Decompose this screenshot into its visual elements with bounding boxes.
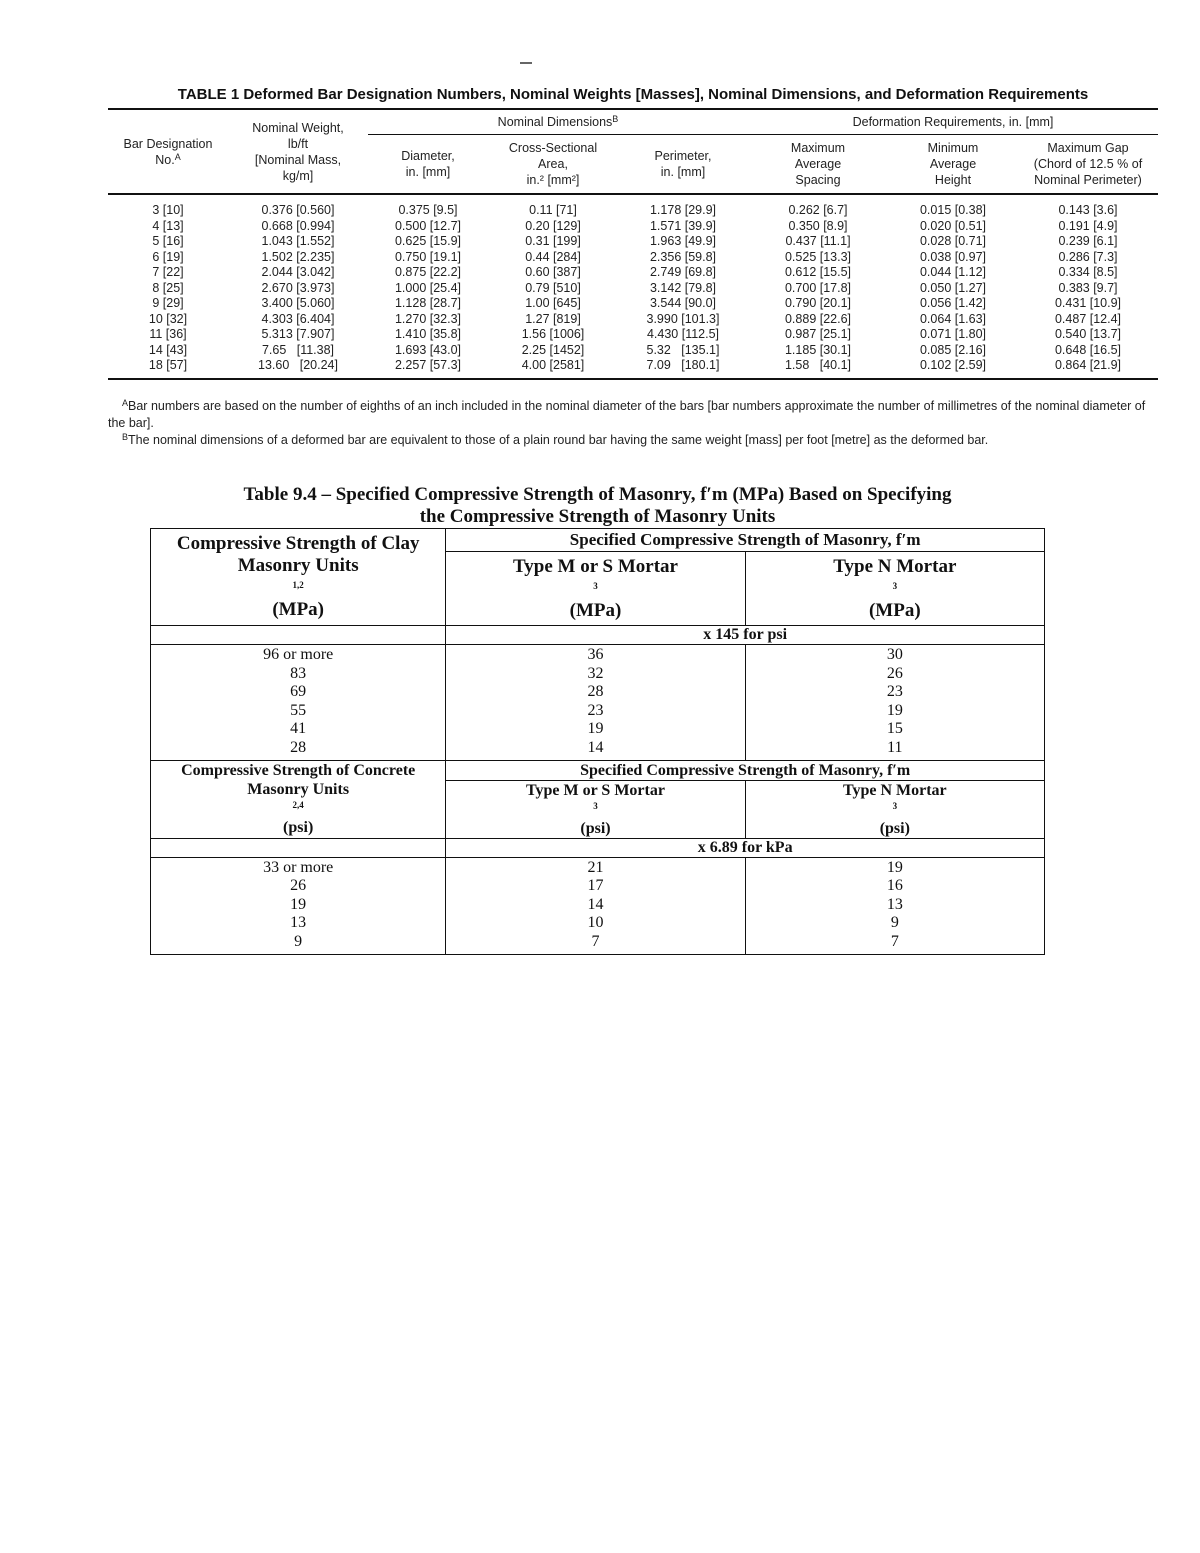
table-row [108, 281, 1158, 297]
table-cell: 0.383 [9.7] [1058, 280, 1118, 295]
header-min-height: Minimum Average Height [888, 135, 1018, 195]
concrete-multiplier-blank [151, 838, 446, 857]
table-cell: 11 [36] [149, 327, 187, 341]
clay-unit-header: Compressive Strength of Clay Masonry Units 1,2 (MPa) [151, 529, 446, 626]
concrete-type-n-header: Type N Mortar 3 (psi) [745, 780, 1044, 838]
table-cell: 1.270 [32.3] [394, 311, 462, 326]
table-cell: 0.143 [3.6] [1058, 203, 1118, 217]
table-cell: 0.889 [22.6] [784, 311, 852, 326]
table-cell: 5.313 [7.907] [261, 327, 335, 341]
table-cell: 3.400 [5.060] [261, 296, 335, 310]
table-cell: 0.262 [6.7] [788, 203, 848, 217]
header-nominal-dimensions: Nominal Dimensions$^B$ [368, 109, 748, 135]
table-cell: 8 [25] [152, 280, 184, 295]
list-item: 11 [887, 738, 903, 756]
table-cell: 1.128 [28.7] [394, 296, 462, 310]
table-cell: 0.540 [13.7] [1054, 327, 1122, 341]
list-item: 55 [290, 701, 307, 719]
table-cell: 0.015 [0.38] [919, 203, 987, 217]
table94 [150, 528, 1045, 955]
table-cell: 1.963 [49.9] [649, 234, 717, 248]
table-cell: 0.038 [0.97] [919, 249, 987, 264]
list-item: 9 [890, 914, 899, 932]
list-item: 23 [587, 701, 604, 719]
table-cell: 0.286 [7.3] [1058, 249, 1118, 264]
table-cell: 0.987 [25.1] [784, 327, 852, 341]
table-row [108, 219, 1158, 235]
table-row [108, 234, 1158, 250]
table-cell: 1.043 [1.552] [261, 234, 335, 248]
table-row [108, 343, 1158, 359]
list-item: 28 [587, 683, 604, 701]
table-cell: 0.487 [12.4] [1054, 311, 1122, 326]
table-cell: 5 [16] [152, 234, 184, 248]
table-cell: 0.700 [17.8] [784, 280, 852, 295]
table-cell: 7.65 [11.38] [261, 342, 335, 357]
list-item: 30 [886, 646, 903, 663]
table-cell: 9 [29] [152, 296, 184, 310]
table-cell: 0.79 [510] [525, 280, 581, 295]
table-cell: 0.11 [71] [529, 203, 577, 217]
footnote-b: $^B$The nominal dimensions of a deformed bar are equivalent to those of a plain round bar having the same weight [mass] per foot [metre] as the deformed bar. [122, 432, 989, 447]
table-cell: 0.31 [199] [525, 234, 581, 248]
list-item: 14 [587, 738, 604, 756]
table-cell: 1.178 [29.9] [649, 203, 717, 217]
table-cell: 3 [10] [152, 203, 184, 217]
table-row [108, 358, 1158, 379]
table-cell: 1.693 [43.0] [394, 342, 462, 357]
list-item: 83 [290, 664, 307, 682]
table-cell: 13.60 [20.24] [228, 358, 368, 379]
clay-type-n-header: Type N Mortar 3 (MPa) [745, 552, 1044, 626]
table-cell: 4.430 [112.5] [646, 327, 720, 341]
table-cell: 18 [57] [108, 358, 228, 379]
header-max-spacing: Maximum Average Spacing [748, 135, 888, 195]
table-cell: 0.028 [0.71] [919, 234, 987, 248]
concrete-unit-values [151, 857, 446, 954]
table-cell: 0.44 [284] [525, 249, 581, 264]
table-cell: 0.668 [0.994] [261, 218, 335, 233]
concrete-ms-values [446, 857, 745, 954]
table-row [108, 312, 1158, 328]
table94-title: Table 9.4 – Specified Compressive Strength of Masonry, f′m (MPa) Based on Specifying the Compressive Strength of Masonry Units [243, 484, 952, 527]
table-cell: 2.749 [69.8] [649, 265, 717, 279]
table-row [108, 327, 1158, 343]
table-row [108, 296, 1158, 312]
table1-title: TABLE 1 Deformed Bar Designation Numbers, Nominal Weights [Masses], Nominal Dimensions, and Deformation Requirements [177, 86, 1089, 103]
table-cell: 0.612 [15.5] [784, 265, 852, 279]
table-cell: 1.56 [1006] [521, 327, 585, 341]
table-cell: 1.58 [40.1] [748, 358, 888, 379]
table-cell: 0.875 [22.2] [394, 265, 462, 279]
list-item: 26 [290, 877, 307, 895]
table-row [108, 250, 1158, 266]
table-cell: 0.085 [2.16] [919, 342, 987, 357]
list-item: 69 [290, 683, 307, 701]
table-cell: 5.32 [135.1] [646, 342, 720, 357]
list-item: 16 [886, 877, 903, 895]
list-item: 23 [886, 683, 903, 701]
table-cell: 1.185 [30.1] [784, 342, 852, 357]
header-nominal-weight: Nominal Weight, lb/ft [Nominal Mass, kg/m] [228, 109, 368, 194]
list-item: 19 [886, 858, 903, 876]
table-cell: 4.303 [6.404] [261, 311, 335, 326]
table-cell: 0.064 [1.63] [919, 311, 987, 326]
table-cell: 0.500 [12.7] [394, 218, 462, 233]
table-cell: 0.239 [6.1] [1058, 234, 1118, 248]
table-cell: 14 [43] [148, 342, 188, 357]
list-item: 19 [886, 701, 903, 719]
list-item: 96 or more [263, 646, 334, 663]
table-cell: 2.25 [1452] [521, 342, 585, 357]
header-max-gap: Maximum Gap (Chord of 12.5 % of Nominal Perimeter) [1018, 135, 1158, 195]
table-cell: 1.571 [39.9] [649, 218, 717, 233]
list-item: 14 [587, 895, 604, 913]
clay-unit-values [151, 645, 446, 761]
table-cell: 0.056 [1.42] [919, 296, 987, 310]
list-item: 21 [587, 858, 604, 876]
clay-type-ms-header: Type M or S Mortar 3 (MPa) [446, 552, 745, 626]
table-cell: 0.790 [20.1] [784, 296, 852, 310]
table-cell: 1.00 [645] [525, 296, 581, 310]
list-item: 28 [290, 738, 307, 756]
table-cell: 3.990 [101.3] [646, 311, 720, 326]
list-item: 41 [290, 720, 307, 738]
page-mark [520, 62, 532, 64]
table-cell: 0.376 [0.560] [261, 203, 335, 217]
list-item: 26 [886, 664, 903, 682]
list-item: 19 [290, 895, 307, 913]
list-item: 13 [290, 914, 307, 932]
table-cell: 10 [32] [148, 311, 188, 326]
table-cell: 0.191 [4.9] [1058, 218, 1118, 233]
table-cell: 0.625 [15.9] [394, 234, 462, 248]
list-item: 33 or more [263, 858, 334, 876]
table-cell: 0.071 [1.80] [919, 327, 987, 341]
footnote-a: $^A$Bar numbers are based on the number of eighths of an inch included in the nominal diameter of the bars [bar numbers approximate the number of millimetres of the nominal diameter of the bar]. [108, 398, 1146, 430]
list-item: 15 [886, 720, 903, 738]
concrete-type-ms-header: Type M or S Mortar 3 (psi) [446, 780, 745, 838]
table-cell: 0.648 [16.5] [1054, 342, 1122, 357]
table-cell: 3.544 [90.0] [649, 296, 717, 310]
table-cell: 2.257 [57.3] [368, 358, 488, 379]
header-deformation-requirements: Deformation Requirements, in. [mm] [748, 109, 1158, 135]
clay-group-header: Specified Compressive Strength of Masonry, f′m [446, 529, 1045, 552]
table-row [108, 265, 1158, 281]
concrete-n-values [745, 857, 1044, 954]
list-item: 13 [886, 895, 903, 913]
table-cell: 0.525 [13.3] [784, 249, 852, 264]
table-cell: 0.437 [11.1] [785, 234, 851, 248]
concrete-group-header: Specified Compressive Strength of Masonry, f′m [446, 760, 1045, 780]
list-item: 10 [587, 914, 604, 932]
table-cell: 2.356 [59.8] [649, 249, 717, 264]
table-cell: 1.000 [25.4] [394, 280, 462, 295]
table-cell: 2.670 [3.973] [261, 280, 335, 295]
header-bar-designation: Bar Designation No.$^A$ [108, 109, 228, 194]
table-cell: 3.142 [79.8] [649, 280, 717, 295]
table-cell: 6 [19] [152, 249, 184, 264]
table-cell: 0.750 [19.1] [394, 249, 462, 264]
clay-ms-values [446, 645, 745, 761]
list-item: 7 [591, 932, 600, 950]
list-item: 7 [890, 932, 899, 950]
header-diameter: Diameter, in. [mm] [368, 135, 488, 195]
table-cell: 0.334 [8.5] [1058, 265, 1118, 279]
table-cell: 0.20 [129] [525, 218, 581, 233]
list-item: 36 [587, 646, 604, 663]
table-cell: 1.27 [819] [525, 311, 581, 326]
table-cell: 0.350 [8.9] [788, 218, 848, 233]
list-item: 19 [587, 720, 604, 738]
table-cell: 7 [22] [152, 265, 184, 279]
header-perimeter: Perimeter, in. [mm] [618, 135, 748, 195]
clay-multiplier-blank [151, 626, 446, 645]
header-area: Cross-Sectional Area, in.² [mm²] [488, 135, 618, 195]
table-cell: 2.044 [3.042] [261, 265, 335, 279]
table-cell: 0.050 [1.27] [919, 280, 987, 295]
table-cell: 0.102 [2.59] [888, 358, 1018, 379]
table-cell: 0.375 [9.5] [398, 203, 458, 217]
table-cell: 4 [13] [152, 218, 184, 233]
table-cell: 7.09 [180.1] [618, 358, 748, 379]
table-cell: 1.410 [35.8] [394, 327, 462, 341]
table-cell: 1.502 [2.235] [261, 249, 335, 264]
list-item: 9 [294, 932, 303, 950]
table-row [108, 194, 1158, 219]
table1-body [108, 194, 1158, 379]
concrete-multiplier: x 6.89 for kPa [446, 838, 1045, 857]
clay-multiplier: x 145 for psi [446, 626, 1045, 645]
clay-n-values [745, 645, 1044, 761]
table-cell: 0.864 [21.9] [1018, 358, 1158, 379]
list-item: 17 [587, 877, 604, 895]
concrete-unit-header: Compressive Strength of Concrete Masonry Units 2,4 (psi) [151, 760, 446, 838]
table1 [108, 108, 1158, 380]
table-cell: 4.00 [2581] [488, 358, 618, 379]
list-item: 32 [587, 664, 604, 682]
table-cell: 0.60 [387] [525, 265, 581, 279]
table-cell: 0.044 [1.12] [919, 265, 987, 279]
table-cell: 0.431 [10.9] [1054, 296, 1122, 310]
table-cell: 0.020 [0.51] [919, 218, 987, 233]
